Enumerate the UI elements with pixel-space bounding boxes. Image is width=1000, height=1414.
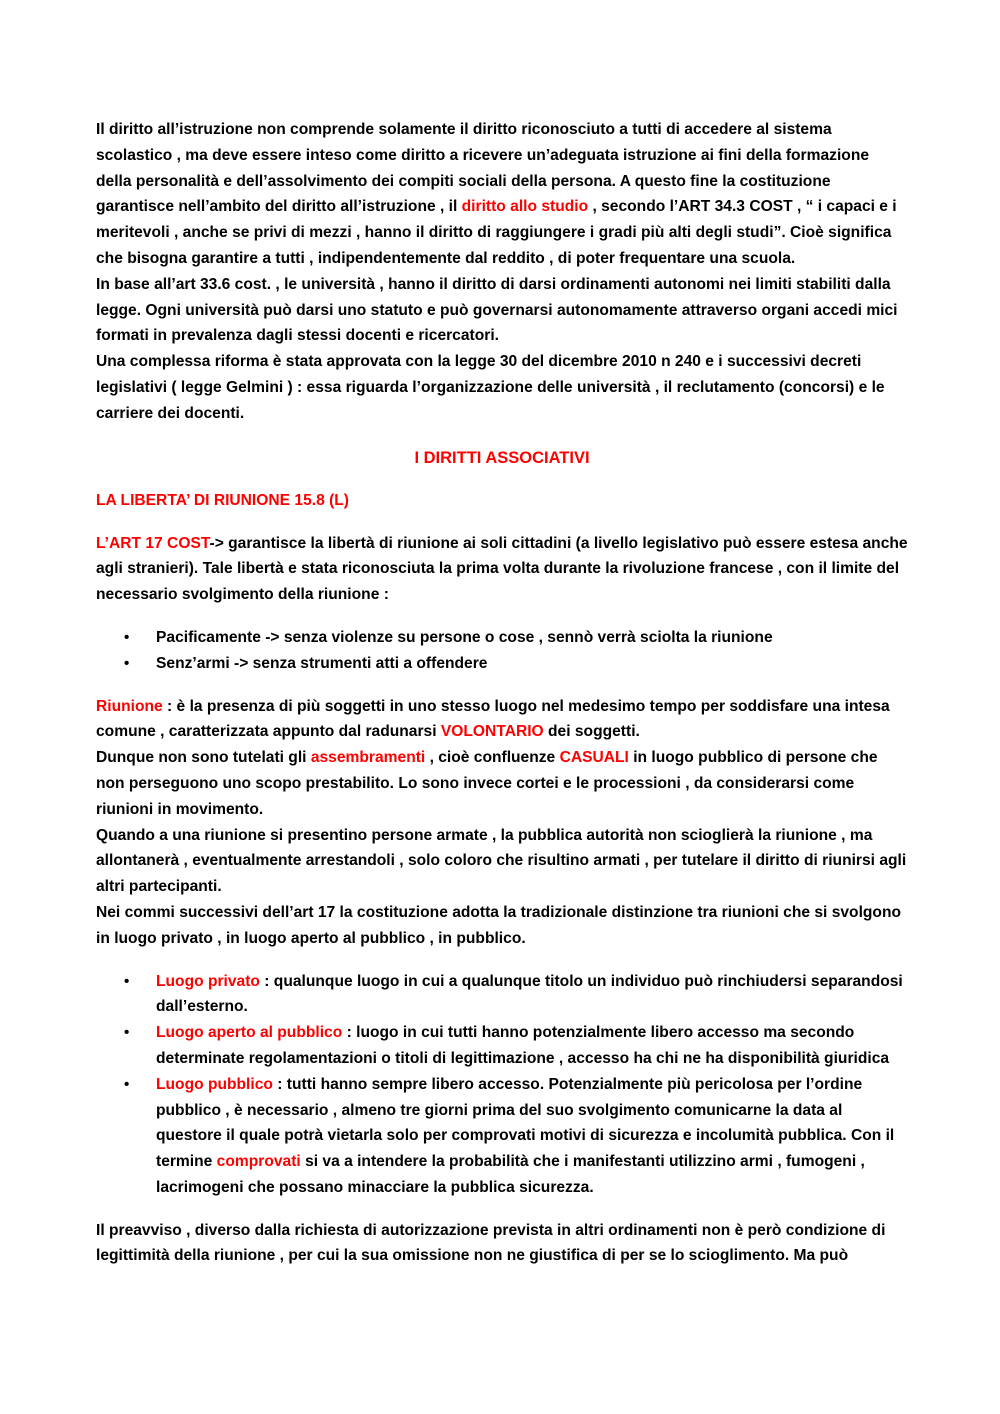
list-item [96,969,908,1021]
list-item [96,651,908,677]
comprovati-term: comprovati [216,1153,301,1171]
place-description-end: si va a intendere la probabilità che i manifestanti utilizzino armi , fumogeni , lacrimogeni che possano minacciare la pubblica sicurezza. [156,1153,865,1196]
art17-paragraph [96,531,908,608]
riunione-paragraph [96,694,908,746]
riforma-paragraph: Una complessa riforma è stata approvata con la legge 30 del dicembre 2010 n 240 e i successivi decreti legislativi ( legge Gelmini ) : essa riguarda l’organizzazione delle università , il reclutamento (concorsi) e le carriere dei docenti. [96,353,885,422]
place-term: Luogo aperto al pubblico [156,1024,343,1042]
condition-text: Senz’armi -> senza strumenti atti a offendere [156,654,488,672]
armati-paragraph: Quando a una riunione si presentino persone armate , la pubblica autorità non scioglierà la riunione , ma allontanerà , eventualmente arrestandoli , solo coloro che risultino armati , per tutelare il diritto di riunirsi agli altri partecipanti. [96,826,907,896]
place-term: Luogo privato [156,972,260,990]
bullet-icon: • [124,654,130,672]
universita-paragraph: In base all’art 33.6 cost. , le università , hanno il diritto di darsi ordinamenti autonomi nei limiti stabiliti dalla legge. Ogni università può darsi uno statuto e può governarsi autonomamente attraverso organi accedi mici formati in prevalenza dagli stessi docenti e ricercatori. [96,275,898,345]
volontario-term: VOLONTARIO [440,723,544,741]
assembramenti-text-1: Dunque non sono tutelati gli [96,749,311,767]
bullet-icon: • [124,1075,130,1093]
intro-text-1: Il diritto all’istruzione non comprende solamente il diritto riconosciuto a tutti di accedere al sistema scolastico , ma deve essere inteso come diritto a ricevere un’adeguata istruzione ai fini della formazione della personalità e dell’assolvimento dei compiti sociali della persona. A questo fine la costituzione garantisce nell’ambito del diritto all’istruzione , il [96,121,870,216]
conditions-list [96,625,908,677]
preavviso-paragraph: Il preavviso , diverso dalla richiesta di autorizzazione prevista in altri ordinamenti non è però condizione di legittimità della riunione , per cui la sua omissione non ne giustifica di per se lo scioglimento. Ma può [96,1221,886,1265]
list-item [96,1020,908,1072]
bullet-icon: • [124,972,130,990]
subsection-title: LA LIBERTA’ DI RIUNIONE 15.8 (L) [96,491,349,509]
section-title: I DIRITTI ASSOCIATIVI [414,448,590,467]
bullet-icon: • [124,628,130,646]
highlight-diritto-allo-studio: diritto allo studio [461,198,589,216]
intro-text-2: , secondo l’ART 34.3 COST , “ i capaci e i meritevoli , anche se privi di mezzi , hanno il diritto di raggiungere i gradi più alti degli studi”. Cioè significa che bisogna garantire a tutti , indipendentemente dal reddito , di poter frequentare una scuola. [96,198,897,267]
place-description: : tutti hanno sempre libero accesso. Potenzialmente più pericolosa per l’ordine pubblico , è necessario , almeno tre giorni prima del suo svolgimento comunicarne la data al questore il quale potrà vietarla solo per comprovati motivi di sicurezza e incolumità pubblica. Con il termine [156,1075,895,1171]
intro-paragraph [96,117,908,272]
condition-text: Pacificamente -> senza violenze su persone o cose , sennò verrà sciolta la riunione [156,628,773,646]
list-item [96,1072,908,1201]
casuali-term: CASUALI [559,749,629,767]
list-item [96,625,908,651]
place-description: : luogo in cui tutti hanno potenzialmente libero accesso ma secondo determinate regolamentazioni o titoli di legittimazione , accesso ha chi ne ha disponibilità giuridica [156,1024,890,1067]
art17-label: L’ART 17 COST [96,534,210,552]
assembramenti-text-3: in luogo pubblico di persone che non perseguono uno scopo prestabilito. Lo sono invece cortei e le processioni , da considerarsi come riunioni in movimento. [96,749,878,818]
riunione-text-1: : è la presenza di più soggetti in uno stesso luogo nel medesimo tempo per soddisfare una intesa comune , caratterizzata appunto dal radunarsi [96,697,890,741]
riunione-term: Riunione [96,697,163,715]
assembramenti-paragraph [96,745,908,822]
assembramenti-text-2: , cioè confluenze [425,749,560,767]
place-term: Luogo pubblico [156,1075,273,1093]
commi-paragraph: Nei commi successivi dell’art 17 la costituzione adotta la tradizionale distinzione tra riunioni che si svolgono in luogo privato , in luogo aperto al pubblico , in pubblico. [96,903,902,947]
assembramenti-term: assembramenti [310,749,426,767]
place-description: : qualunque luogo in cui a qualunque titolo un individuo può rinchiudersi separandosi dall’esterno. [156,972,903,1016]
bullet-icon: • [124,1024,130,1042]
riunione-text-2: dei soggetti. [543,723,640,741]
places-list [96,969,908,1201]
art17-text: -> garantisce la libertà di riunione ai soli cittadini (a livello legislativo può essere estesa anche agli stranieri). Tale libertà e stata riconosciuta la prima volta durante la rivoluzione francese , con il limite del necessario svolgimento della riunione : [96,534,908,604]
